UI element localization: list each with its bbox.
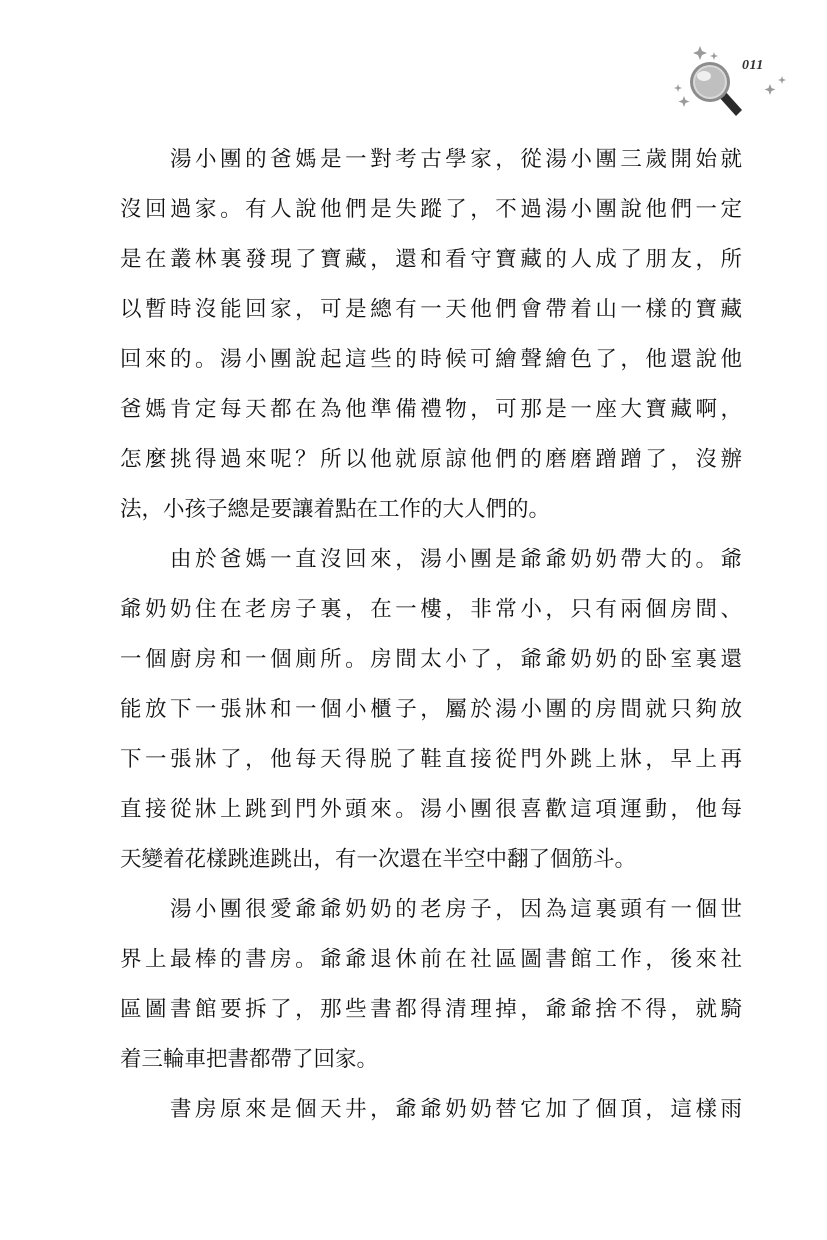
text-line: 區圖書館要拆了，那些書都得清理掉，爺爺捨不得，就騎 [120, 997, 742, 1022]
body-text [120, 135, 742, 1135]
text-line: 直接從牀上跳到門外頭來。湯小團很喜歡這項運動，他每 [120, 797, 742, 822]
text-line: 着三輪車把書都帶了回家。 [120, 1047, 379, 1072]
text-line: 由於爸媽一直沒回來，湯小團是爺爺奶奶帶大的。爺 [170, 547, 742, 572]
text-line: 書房原來是個天井，爺爺奶奶替它加了個頂，這樣雨 [170, 1097, 742, 1122]
text-line: 能放下一張牀和一個小櫃子，屬於湯小團的房間就只夠放 [120, 697, 742, 722]
text-line: 法，小孩子總是要讓着點在工作的大人們的。 [120, 497, 551, 522]
text-line: 回來的。湯小團說起這些的時候可繪聲繪色了，他還說他 [120, 347, 742, 372]
text-line: 爸媽肯定每天都在為他準備禮物，可那是一座大寶藏啊， [120, 397, 742, 422]
text-line: 以暫時沒能回家，可是總有一天他們會帶着山一樣的寶藏 [120, 297, 742, 322]
text-line: 一個廚房和一個廁所。房間太小了，爺爺奶奶的卧室裏還 [120, 647, 742, 672]
text-line: 天變着花樣跳進跳出，有一次還在半空中翻了個筋斗。 [120, 847, 637, 872]
text-line: 沒回過家。有人說他們是失蹤了，不過湯小團說他們一定 [120, 197, 742, 222]
text-line: 爺奶奶住在老房子裏，在一樓，非常小，只有兩個房間、 [120, 597, 742, 622]
text-line: 是在叢林裏發現了寶藏，還和看守寶藏的人成了朋友，所 [120, 247, 742, 272]
text-line: 下一張牀了，他每天得脱了鞋直接從門外跳上牀，早上再 [120, 747, 742, 772]
page-number: 011 [742, 58, 764, 73]
text-line: 界上最棒的書房。爺爺退休前在社區圖書館工作，後來社 [120, 947, 742, 972]
text-line: 怎麼挑得過來呢？所以他就原諒他們的磨磨蹭蹭了，沒辦 [120, 447, 742, 472]
magnifying-glass-icon [672, 40, 792, 120]
text-line: 湯小團的爸媽是一對考古學家，從湯小團三歲開始就 [170, 147, 742, 172]
text-line: 湯小團很愛爺爺奶奶的老房子，因為這裏頭有一個世 [170, 897, 742, 922]
